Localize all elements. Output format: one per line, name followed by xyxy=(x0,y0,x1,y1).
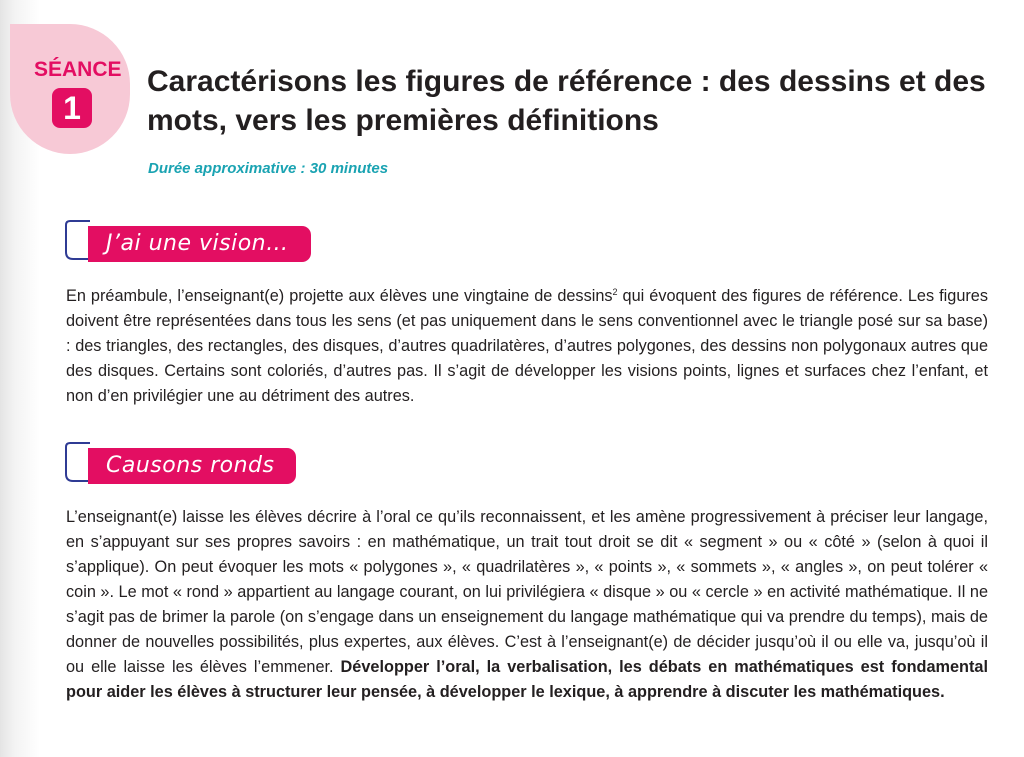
section-banner: J’ai une vision… xyxy=(88,226,311,262)
paragraph-emphasis: Développer l’oral, la verbalisation, les débats en mathématiques est fondamental pour aider les élèves à structurer leur pensée, à développer le lexique, à apprendre à discuter les mathématiques. xyxy=(66,658,988,701)
footnote-ref: 2 xyxy=(612,287,618,297)
paragraph-vision xyxy=(66,284,988,409)
section-heading-vision xyxy=(62,218,362,268)
section-banner: Causons ronds xyxy=(88,448,296,484)
duration-text: Durée approximative : 30 minutes xyxy=(148,160,389,177)
seance-label: SÉANCE xyxy=(34,58,122,81)
paragraph-causons xyxy=(66,505,988,705)
page-title: Caractérisons les figures de référence : des dessins et des mots, vers les premières définitions xyxy=(147,65,986,137)
paragraph-text: En préambule, l’enseignant(e) projette aux élèves une vingtaine de dessins xyxy=(66,287,613,305)
paragraph-text: L’enseignant(e) laisse les élèves décrire à l’oral ce qu’ils reconnaissent, et les amène progressivement à préciser leur langage, en s’appuyant sur ses propres savoirs : en mathématique, un trait tout droit se dit « segment » ou « côté » (selon à quoi il s’applique). On peut évoquer les mots « polygones », « quadrilatères », « points », « sommets », « angles », on peut tolérer « coin ». Le mot « rond » appartient au langage courant, on lui privilégiera « disque » ou « cercle » en activité mathématique. Il ne s’agit pas de brimer la parole (on s’engage dans un enseignement du langage mathématique qui va prendre du temps), mais de donner de nouvelles possibilités, plus expertes, aux élèves. C’est à l’enseignant(e) de décider jusqu’où il ou elle va, jusqu’où il ou elle laisse les élèves l’emmener. xyxy=(66,508,988,676)
paragraph-text: qui évoquent des figures de référence. Les figures doivent être représentées dans tous les sens (et pas uniquement dans le sens conventionnel avec le triangle posé sur sa base) : des triangles, des rectangles, des disques, d’autres quadrilatères, d’autres polygones, des dessins non polygonaux autres que des disques. Certains sont coloriés, d’autres pas. Il s’agit de développer les visions points, lignes et surfaces chez l’enfant, et non d’en privilégier une au détriment des autres. xyxy=(66,287,988,405)
seance-number: 1 xyxy=(52,88,92,128)
section-heading-causons xyxy=(62,440,362,490)
